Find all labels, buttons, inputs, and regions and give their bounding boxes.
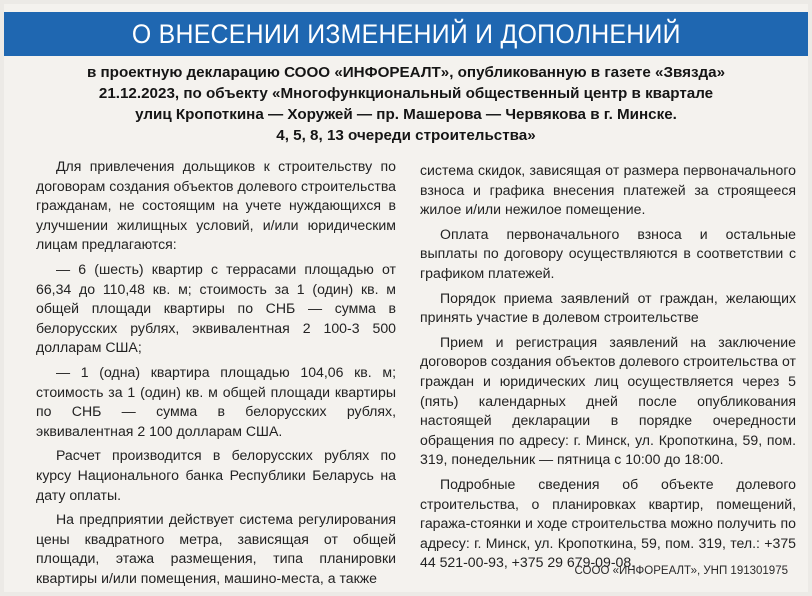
subtitle-line: улиц Кропоткина — Хоружей — пр. Машерова — Червякова в г. Минске. <box>135 106 677 123</box>
paragraph: Порядок приема заявлений от граждан, желающих принять участие в долевом строительстве <box>420 289 796 326</box>
paragraph: — 1 (одна) квартира площадью 104,06 кв. м; стоимость за 1 (один) кв. м общей площади квартиры по СНБ — сумма в белорусских рублях, эквивалентная 2 100 долларам США. <box>36 363 396 439</box>
newspaper-clipping <box>4 4 808 592</box>
subtitle-line: 4, 5, 8, 13 очереди строительства» <box>276 127 536 144</box>
subtitle-block <box>4 62 808 146</box>
headline-banner <box>4 12 808 56</box>
paragraph: На предприятии действует система регулирования цены квадратного метра, зависящая от общей площади, этажа размещения, типа планировки квартиры и/или помещения, машино-места, а также <box>36 511 396 586</box>
subtitle-line: 21.12.2023, по объекту «Многофункциональный общественный центр в квартале <box>98 85 714 102</box>
paragraph: система скидок, зависящая от размера первоначального взноса и графика внесения платежей за строящееся жилое и/или нежилое помещение. <box>420 162 796 218</box>
headline-title: О ВНЕСЕНИИ ИЗМЕНЕНИЙ И ДОПОЛНЕНИЙ <box>131 18 681 49</box>
paragraph: Оплата первоначального взноса и остальные выплаты по договору осуществляются в соответствии с графиком платежей. <box>420 225 796 281</box>
subtitle-line: в проектную декларацию СООО «ИНФОРЕАЛТ», опубликованную в газете «Звязда» <box>86 64 726 81</box>
paragraph: Расчет производится в белорусских рублях по курсу Национального банка Республики Беларусь на дату оплаты. <box>36 447 396 503</box>
paragraph: Для привлечения дольщиков к строительству по договорам создания объектов долевого строительства гражданам, не состоящим на учете нуждающихся в улучшении жилищных условий, и/или юридическим лицам предлагаются: <box>36 158 396 253</box>
paragraph: — 6 (шесть) квартир с террасами площадью от 66,34 до 110,48 кв. м; стоимость за 1 (один) кв. м общей площади квартиры по СНБ — сумма в белорусских рублях, эквивалентная 2 100-3 500 долларам США; <box>36 260 396 356</box>
left-column <box>36 157 396 588</box>
paragraph: Подробные сведения об объекте долевого строительства, о планировках квартир, помещений, гаража-стоянки и ходе строительства можно получить по адресу: г. Минск, ул. Кропоткина, 59, пом. 319, тел.: +375 44 521-00-93, +375 29 679-09-08. <box>420 475 796 571</box>
company-signature: СООО «ИНФОРЕАЛТ», УНП 191301975 <box>574 565 788 577</box>
paragraph: Прием и регистрация заявлений на заключение договоров создания объектов долевого строительства от граждан и юридических лиц осуществляется через 5 (пять) календарных дней после опубликования настоящей декларации в порядке очередности обращения по адресу: г. Минск, ул. Кропоткина, 59, пом. 319, понедельник — пятница с 10:00 до 18:00. <box>420 333 796 468</box>
right-column <box>420 161 796 573</box>
